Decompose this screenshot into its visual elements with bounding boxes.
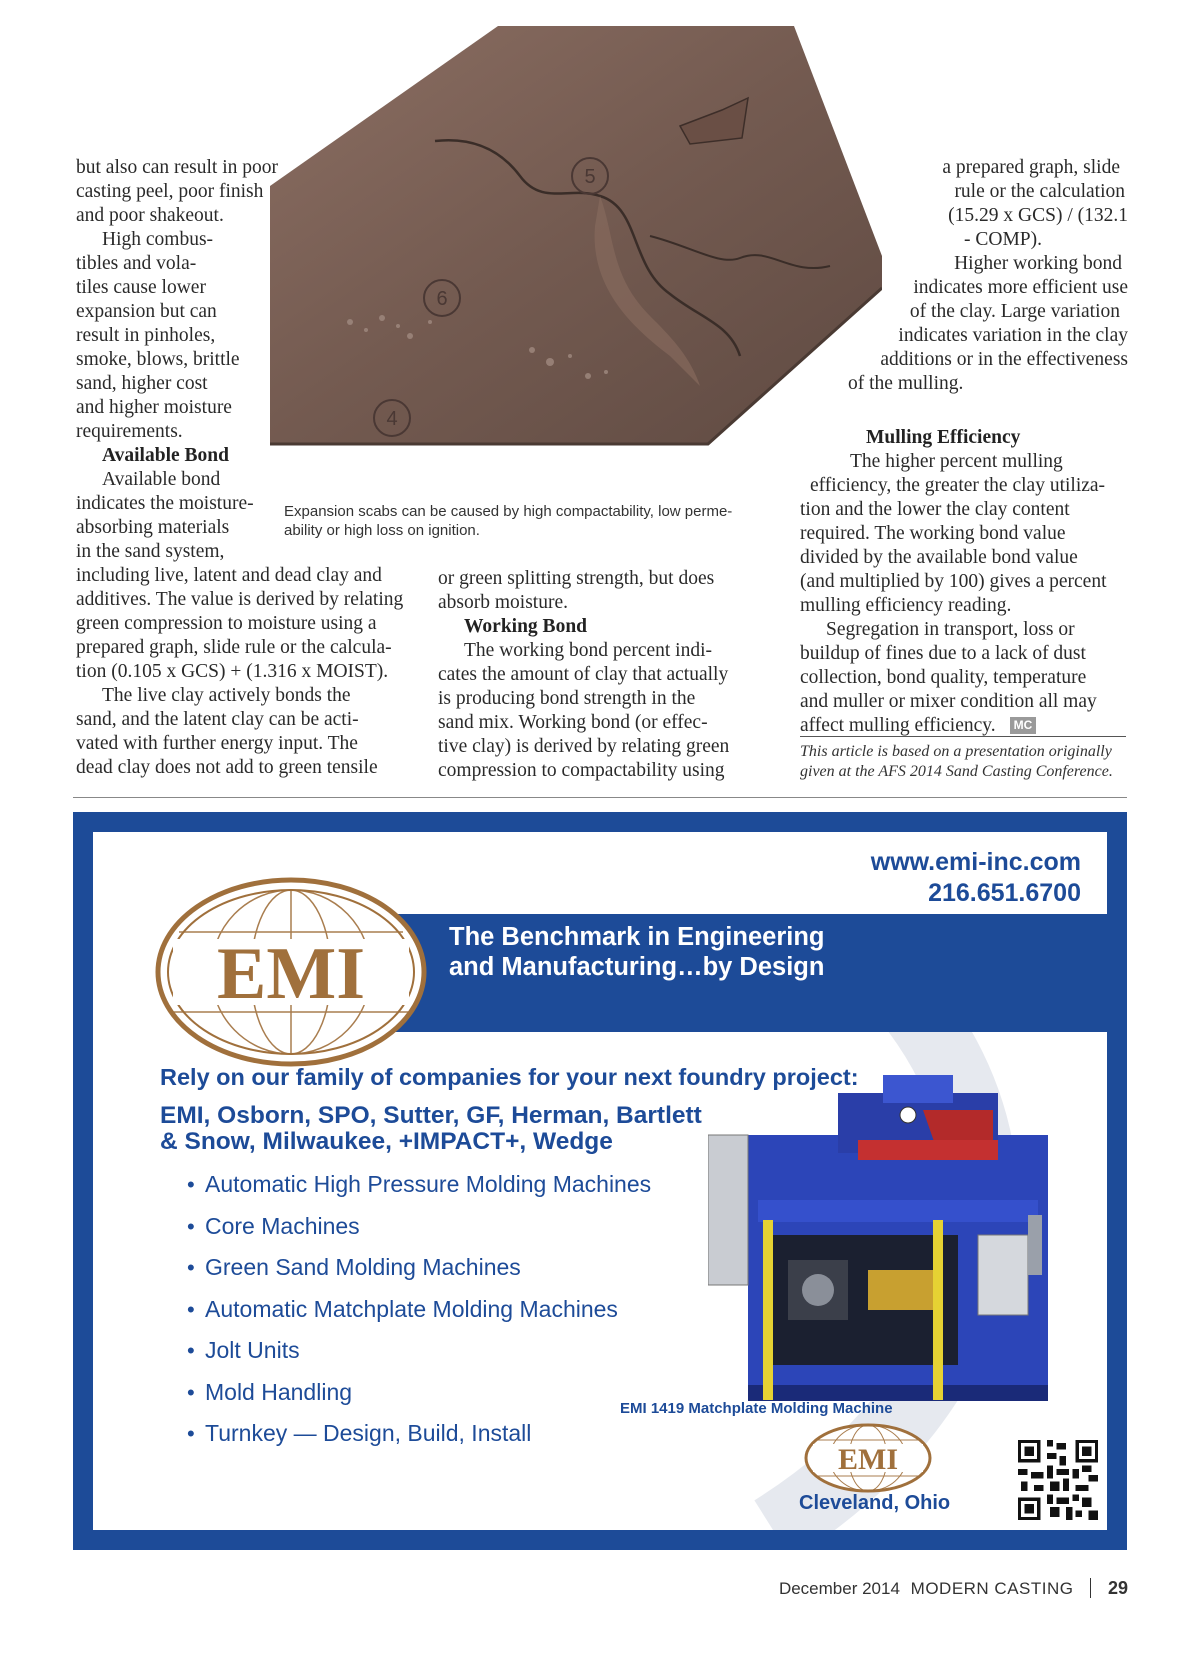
mark-6: 6 (436, 288, 448, 310)
column-left-top (76, 156, 286, 564)
end-mark-icon: MC (1010, 717, 1037, 734)
company-family: EMI, Osborn, SPO, Sutter, GF, Herman, Bartlett & Snow, Milwaukee, +IMPACT+, Wedge (160, 1102, 702, 1155)
paragraph-10: The higher percent mulling efficiency, the greater the clay utiliza- tion and the lower the clay content required. The working bond value divided by the available bond value (and multiplied by 100) gives a percent mulling efficiency reading. (800, 451, 1107, 616)
column-right-bottom (800, 426, 1130, 738)
machine-caption: EMI 1419 Matchplate Molding Machine (620, 1400, 893, 1417)
list-item: • Mold Handling (187, 1378, 353, 1405)
page-number: 29 (1107, 1578, 1128, 1598)
mark-4: 4 (386, 408, 398, 430)
paragraph-9: Higher working bond indicates more efficient use of the clay. Large variation indicates variation in the clay additions or in the effectiveness of the mulling. (848, 253, 1128, 394)
list-item: • Automatic Matchplate Molding Machines (187, 1295, 618, 1322)
magazine-name: MODERN CASTING (910, 1579, 1074, 1598)
ad-location: Cleveland, Ohio (799, 1492, 951, 1514)
paragraph-5: The live clay actively bonds the sand, and the latent clay can be acti- vated with further energy input. The dead clay does not add to green tensile (76, 685, 378, 778)
page-divider (73, 797, 1127, 798)
heading-mulling-efficiency: Mulling Efficiency (866, 427, 1021, 448)
column-middle (438, 567, 758, 783)
qr-code-icon[interactable] (1018, 1440, 1098, 1520)
small-logo-text: EMI (838, 1443, 898, 1476)
paragraph-8: a prepared graph, slide rule or the calculation (15.29 x GCS) / (132.1 - COMP). (942, 157, 1128, 250)
phone-number[interactable]: 216.651.6700 (928, 879, 1081, 907)
molding-machine-image (708, 1075, 1088, 1405)
ad-tagline: The Benchmark in Engineering and Manufacturing…by Design (449, 923, 825, 981)
paragraph-4: including live, latent and dead clay and additives. The value is derived by relating green compression to moisture using a prepared graph, slide rule or the calcula- tion (0.105 x GCS) + (1.316 x MOIST). (76, 565, 404, 682)
note-divider (800, 736, 1126, 737)
paragraph-11: Segregation in transport, loss or buildup of fines due to a lack of dust collection, bond quality, temperature and muller or mixer condition all may affect mulling efficiency. MC (800, 619, 1097, 736)
list-item: • Green Sand Molding Machines (187, 1254, 521, 1280)
paragraph-6: or green splitting strength, but does absorb moisture. (438, 568, 715, 613)
list-item: • Turnkey — Design, Build, Install (187, 1420, 532, 1446)
paragraph-1: but also can result in poor casting peel, poor finish and poor shakeout. (76, 157, 278, 226)
page-footer (779, 1578, 1128, 1599)
website-link[interactable]: www.emi-inc.com (870, 848, 1081, 876)
emi-small-logo (803, 1422, 933, 1494)
heading-working-bond: Working Bond (464, 616, 588, 637)
emi-logo (155, 877, 427, 1067)
emi-advertisement[interactable] (73, 812, 1127, 1550)
ad-panel (93, 832, 1107, 1530)
heading-available-bond: Available Bond (102, 445, 229, 466)
figure-caption: Expansion scabs can be caused by high compactability, low perme- ability or high loss on ignition. (284, 503, 733, 539)
list-item: • Core Machines (187, 1212, 360, 1239)
footer-separator (1090, 1578, 1091, 1598)
list-item: • Jolt Units (187, 1337, 300, 1363)
column-right-top (800, 156, 1128, 396)
paragraph-7: The working bond percent indi- cates the amount of clay that actually is producing bond strength in the sand mix. Working bond (or effec- tive clay) is derived by relating green compression to compactability using (438, 640, 730, 781)
paragraph-2: High combus- tibles and vola- tiles cause lower expansion but can result in pinholes, smoke, blows, brittle sand, higher cost and higher moisture requirements. (76, 229, 240, 442)
ad-headline: Rely on our family of companies for your next foundry project: (160, 1064, 859, 1090)
column-left-bottom (76, 564, 406, 780)
mark-5: 5 (584, 166, 596, 188)
product-list (187, 1164, 651, 1455)
issue-date: December 2014 (778, 1579, 900, 1598)
paragraph-3: Available bond indicates the moisture- absorbing materials in the sand system, (76, 469, 254, 562)
scab-casting-photo (270, 26, 882, 473)
article-note: This article is based on a presentation originally given at the AFS 2014 Sand Casting Conference. (800, 743, 1113, 780)
logo-text: EMI (217, 933, 365, 1015)
list-item: • Automatic High Pressure Molding Machines (187, 1171, 652, 1197)
